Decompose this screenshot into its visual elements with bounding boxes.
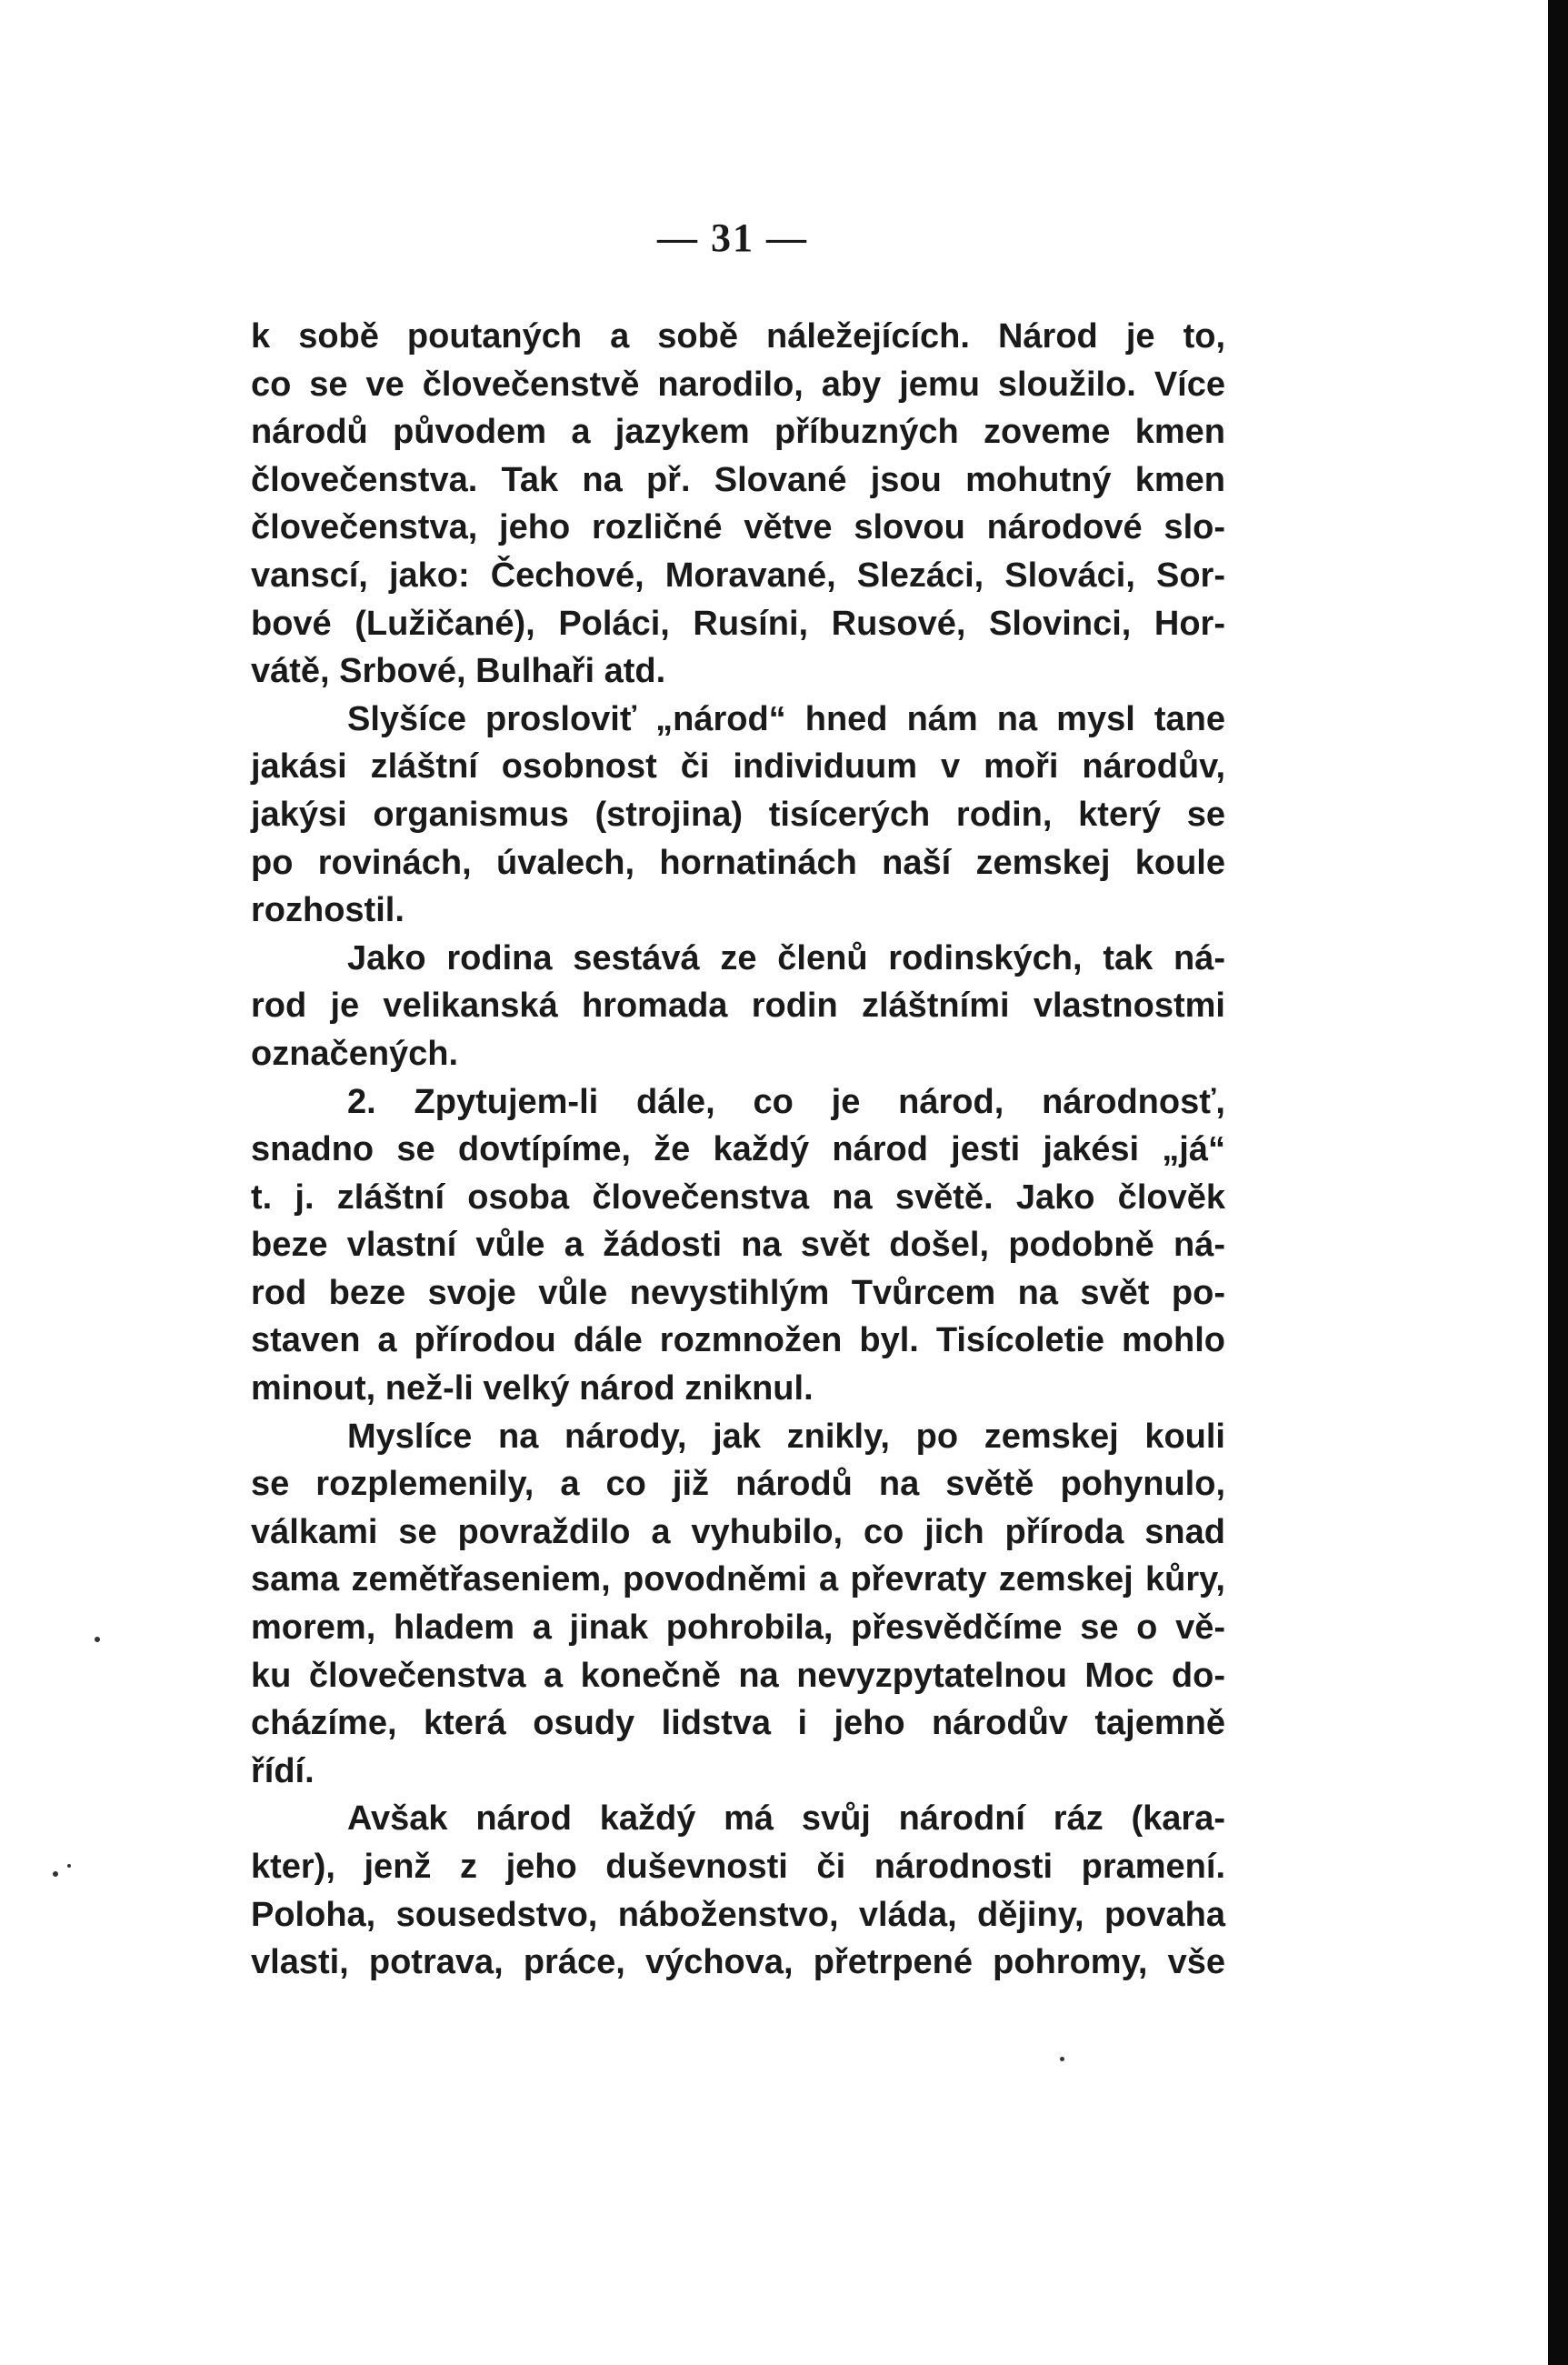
scan-border [1548,0,1568,2365]
scan-speck [1060,2057,1064,2061]
text-line: Slyšíce prosloviť „národ“ hned nám na mysl tane [347,699,1225,738]
text-line: sama zemětřaseniem, povodněmi a převraty zemskej kůry, [251,1560,1225,1599]
text-line: minout, než-li velký národ zniknul. [251,1369,814,1408]
text-line: Jako rodina sestává ze členů rodinských, tak ná- [347,938,1225,977]
page-number: — 31 — [657,215,808,260]
text-line: co se ve človečenstvě narodilo, aby jemu sloužilo. Více [251,365,1225,404]
text-line: človečenstva. Tak na př. Slované jsou mohutný kmen [251,460,1225,499]
text-line: se rozplemenily, a co již národů na světě pohynulo, [251,1465,1225,1504]
text-line: označených. [251,1034,459,1073]
text-line: človečenstva, jeho rozličné větve slovou národové slo- [251,508,1225,547]
text-line: jakási zláštní osobnost či individuum v moři národův, [251,747,1225,787]
text-line: beze vlastní vůle a žádosti na svět došel, podobně ná- [251,1226,1225,1265]
text-line: Poloha, sousedstvo, náboženstvo, vláda, dějiny, povaha [251,1895,1225,1934]
text-line: vanscí, jako: Čechové, Moravané, Slezáci, Slováci, Sor- [251,556,1225,595]
text-line: cházíme, která osudy lidstva i jeho národův tajemně [251,1704,1225,1743]
text-line: po rovinách, úvalech, hornatinách naší zemskej koule [251,843,1225,882]
text-line: morem, hladem a jinak pohrobila, přesvědčíme se o vě- [251,1608,1225,1648]
text-line: t. j. zláštní osoba človečenstva na světě. Jako človĕk [251,1177,1225,1217]
text-line: vlasti, potrava, práce, výchova, přetrpené pohromy, vše [251,1943,1225,1982]
text-line: ku človečenstva a konečně na nevyzpytatelnou Moc do- [251,1656,1225,1695]
text-line: rozhostil. [251,891,404,930]
text-line: 2. Zpytujem-li dále, co je národ, národnosť, [347,1082,1225,1121]
scan-speck [53,1871,58,1877]
text-line: bové (Lužičané), Poláci, Rusíni, Rusové, Slovinci, Hor- [251,604,1225,643]
text-line: národů původem a jazykem příbuzných zoveme kmen [251,413,1225,452]
text-line: snadno se dovtípíme, že každý národ jesti jakési „já“ [251,1130,1225,1169]
text-line: vátě, Srbové, Bulhaři atd. [251,652,666,691]
scan-speck [67,1864,71,1868]
text-line: rod beze svoje vůle nevystihlým Tvůrcem na svět po- [251,1273,1225,1312]
scan-speck [95,1637,100,1642]
text-line: jakýsi organismus (strojina) tisícerých rodin, který se [251,795,1225,834]
text-line: řídí. [251,1751,315,1790]
text-line: Myslíce na národy, jak znikly, po zemskej kouli [347,1417,1225,1456]
body-text [251,313,1225,1987]
text-line: rod je velikanská hromada rodin zláštními vlastnostmi [251,987,1225,1026]
text-line: válkami se povraždilo a vyhubilo, co jich příroda snad [251,1512,1225,1551]
text-line: k sobě poutaných a sobě náležejících. Národ je to, [251,317,1225,356]
text-line: kter), jenž z jeho duševnosti či národnosti pramení. [251,1848,1225,1886]
text-line: Avšak národ každý má svůj národní ráz (kara- [347,1799,1225,1839]
text-line: staven a přírodou dále rozmnožen byl. Tisícoletie mohlo [251,1321,1225,1360]
